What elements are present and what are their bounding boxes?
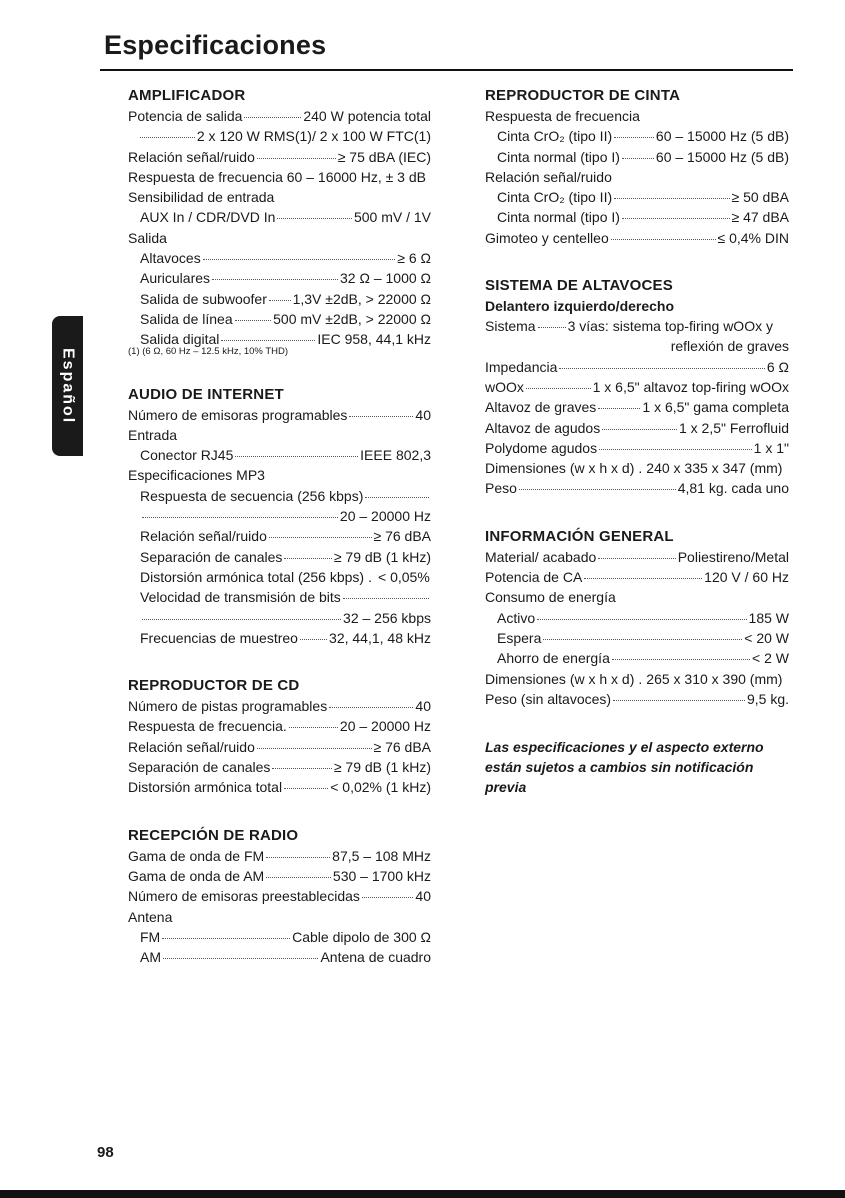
spec-row	[485, 397, 789, 417]
spec-value: 240 x 335 x 347 (mm)	[646, 460, 783, 477]
spec-value: 185 W	[748, 609, 789, 626]
spec-label: Salida	[128, 229, 167, 246]
spec-value: ≤ 0,4% DIN	[717, 229, 789, 246]
leader-dots	[613, 700, 745, 701]
spec-row	[485, 478, 789, 498]
leader-dots	[598, 408, 640, 409]
leader-dots	[266, 877, 331, 878]
leader-dots	[602, 429, 677, 430]
spec-label: Conector RJ45	[140, 447, 234, 464]
spec-label: Auriculares	[140, 270, 211, 287]
spec-row	[485, 147, 789, 167]
spec-row	[485, 418, 789, 438]
spec-row	[485, 126, 789, 146]
leader-dots	[163, 958, 318, 959]
leader-dots	[349, 416, 413, 417]
spec-row	[128, 445, 431, 465]
spec-row	[128, 608, 431, 628]
spec-row	[128, 886, 431, 906]
speaker-heading: SISTEMA DE ALTAVOCES	[485, 277, 673, 295]
spec-row	[485, 547, 789, 567]
spec-row	[128, 289, 431, 309]
spec-label: Respuesta de secuencia (256 kbps)	[140, 487, 364, 504]
spec-row	[128, 207, 431, 227]
spec-label: Altavoz de agudos	[485, 419, 601, 436]
spec-row	[485, 377, 789, 397]
leader-dots	[612, 659, 750, 660]
separator: .	[638, 670, 643, 687]
radio-section	[128, 826, 431, 968]
leader-dots	[257, 748, 372, 749]
spec-row	[485, 357, 789, 377]
spec-row	[485, 187, 789, 207]
spec-label: Cinta CrO₂ (tipo II)	[497, 189, 613, 206]
spec-row	[128, 866, 431, 886]
spec-label: Activo	[497, 609, 536, 626]
leader-dots	[343, 598, 429, 599]
spec-row	[128, 486, 431, 506]
spec-label: wOOx	[485, 378, 524, 395]
spec-value: 1 x 1"	[753, 439, 789, 456]
tape-section	[485, 86, 789, 248]
spec-value: ≥ 50 dBA	[731, 189, 789, 206]
leader-dots	[329, 707, 413, 708]
spec-label: Espera	[497, 629, 542, 646]
spec-value: ≥ 6 Ω	[397, 250, 431, 267]
general-section	[485, 527, 789, 709]
radio-heading: RECEPCIÓN DE RADIO	[128, 826, 299, 844]
spec-row	[128, 405, 431, 425]
spec-row	[128, 567, 431, 587]
spec-row	[128, 777, 431, 797]
leader-dots	[272, 768, 331, 769]
spec-row	[485, 689, 789, 709]
spec-row	[485, 628, 789, 648]
leader-dots	[611, 239, 716, 240]
spec-label: Polydome agudos	[485, 439, 598, 456]
leader-dots	[584, 578, 702, 579]
cd-player-heading: REPRODUCTOR DE CD	[128, 677, 300, 695]
spec-row	[128, 628, 431, 648]
spec-row	[485, 458, 789, 478]
spec-value: ≥ 76 dBA	[373, 738, 431, 755]
spec-label: Gimoteo y centelleo	[485, 229, 609, 246]
spec-value: ≥ 75 dBA (IEC)	[337, 148, 431, 165]
footnote: (1) (6 Ω, 60 Hz – 12.5 kHz, 10% THD)	[128, 345, 289, 357]
spec-value: 500 mV ±2dB, > 22000 Ω	[273, 310, 431, 327]
leader-dots	[284, 558, 331, 559]
general-heading: INFORMACIÓN GENERAL	[485, 527, 674, 545]
leader-dots	[140, 137, 195, 138]
page-title: Especificaciones	[104, 30, 327, 60]
spec-row	[485, 608, 789, 628]
spec-row	[128, 248, 431, 268]
spec-row	[128, 716, 431, 736]
spec-label: Altavoces	[140, 250, 201, 267]
leader-dots	[543, 639, 742, 640]
spec-value: ≥ 76 dBA	[373, 528, 431, 545]
spec-value: < 0,02% (1 kHz)	[330, 779, 431, 796]
spec-line: Respuesta de frecuencia 60 – 16000 Hz, ± 3 dB	[128, 168, 426, 185]
spec-label: Sistema	[485, 318, 536, 335]
left-column	[128, 86, 431, 995]
spec-label: Salida de subwoofer	[140, 290, 267, 307]
leader-dots	[162, 938, 290, 939]
leader-dots	[362, 897, 414, 898]
spec-value: IEC 958, 44,1 kHz	[317, 331, 431, 348]
spec-value: 9,5 kg.	[746, 690, 789, 707]
spec-row	[128, 947, 431, 967]
internet-audio-heading: AUDIO DE INTERNET	[128, 385, 284, 403]
leader-dots	[269, 537, 372, 538]
leader-dots	[559, 368, 764, 369]
spec-label: Peso	[485, 480, 517, 497]
spec-value: < 2 W	[752, 650, 789, 667]
leader-dots	[598, 558, 675, 559]
leader-dots	[622, 158, 654, 159]
spec-value: 20 – 20000 Hz	[339, 718, 431, 735]
spec-row	[485, 669, 789, 689]
spec-value: 32 – 256 kbps	[343, 609, 431, 626]
spec-label: AM	[140, 949, 161, 966]
leader-dots	[235, 320, 271, 321]
spec-label: Material/ acabado	[485, 548, 597, 565]
spec-row	[128, 506, 431, 526]
spec-row	[128, 737, 431, 757]
spec-value: 87,5 – 108 MHz	[332, 847, 431, 864]
spec-label: Entrada	[128, 426, 178, 443]
spec-label: Relación señal/ruido	[128, 738, 255, 755]
spec-label: Cinta normal (tipo I)	[497, 209, 620, 226]
leader-dots	[538, 327, 566, 328]
leader-dots	[365, 497, 429, 498]
spec-row	[128, 927, 431, 947]
spec-label: Sensibilidad de entrada	[128, 189, 275, 206]
spec-value: 40	[415, 698, 431, 715]
spec-label: Dimensiones (w x h x d)	[485, 460, 635, 477]
leader-dots	[614, 137, 654, 138]
leader-dots	[614, 198, 729, 199]
spec-label: Potencia de CA	[485, 569, 583, 586]
spec-label: Relación señal/ruido	[485, 168, 612, 185]
spec-label: Potencia de salida	[128, 108, 243, 124]
leader-dots	[519, 489, 676, 490]
spec-label: Salida de línea	[140, 310, 233, 327]
spec-label: Altavoz de graves	[485, 399, 597, 416]
spec-label: Separación de canales	[128, 759, 271, 776]
spec-label: Número de emisoras preestablecidas	[128, 888, 360, 905]
spec-value: 265 x 310 x 390 (mm)	[646, 670, 783, 687]
spec-label: Distorsión armónica total (256 kbps)	[140, 568, 365, 585]
spec-row	[128, 126, 431, 146]
leader-dots	[266, 857, 330, 858]
spec-value: 20 – 20000 Hz	[339, 508, 431, 525]
spec-row	[485, 438, 789, 458]
amplifier-section	[128, 86, 431, 357]
change-notice: Las especificaciones y el aspecto externo están sujetos a cambios sin notificación previa	[485, 739, 764, 796]
spec-row	[128, 147, 431, 167]
leader-dots	[142, 517, 338, 518]
spec-value: 60 – 15000 Hz (5 dB)	[655, 128, 789, 145]
spec-value: 32, 44,1, 48 kHz	[329, 629, 431, 646]
spec-label: Número de pistas programables	[128, 698, 328, 715]
spec-value: ≥ 47 dBA	[731, 209, 789, 226]
leader-dots	[257, 158, 336, 159]
leader-dots	[269, 300, 291, 301]
leader-dots	[244, 117, 301, 118]
spec-label: FM	[140, 928, 161, 945]
spec-value: 4,81 kg. cada uno	[677, 480, 789, 497]
spec-label: Distorsión armónica total	[128, 779, 283, 796]
leader-dots	[526, 388, 591, 389]
spec-value: < 0,05%	[378, 568, 430, 585]
internet-audio-section	[128, 385, 431, 649]
spec-row	[128, 757, 431, 777]
spec-value: 1 x 2,5" Ferrofluid	[678, 419, 789, 436]
spec-value: 240 W potencia total	[303, 108, 431, 124]
spec-value: 40	[415, 888, 431, 905]
spec-label: Gama de onda de AM	[128, 867, 265, 884]
separator: .	[638, 460, 643, 477]
spec-label: Gama de onda de FM	[128, 847, 265, 864]
leader-dots	[622, 218, 730, 219]
leader-dots	[599, 449, 752, 450]
cd-player-section	[128, 676, 431, 797]
leader-dots	[537, 619, 746, 620]
spec-value: 500 mV / 1V	[353, 209, 431, 226]
spec-value: Cable dipolo de 300 Ω	[292, 928, 431, 945]
language-tab-label: Español	[59, 347, 77, 425]
spec-row	[128, 846, 431, 866]
amplifier-heading: AMPLIFICADOR	[128, 87, 246, 104]
spec-row	[485, 648, 789, 668]
spec-value: 1 x 6,5" altavoz top-firing wOOx	[592, 378, 789, 395]
spec-value: 32 Ω – 1000 Ω	[340, 270, 431, 287]
right-column	[485, 86, 789, 797]
spec-row	[128, 587, 431, 607]
spec-label: Relación señal/ruido	[128, 148, 255, 165]
leader-dots	[212, 279, 338, 280]
spec-label: Relación señal/ruido	[140, 528, 267, 545]
spec-row	[485, 567, 789, 587]
spec-row	[485, 316, 789, 336]
spec-value: 530 – 1700 kHz	[332, 867, 431, 884]
spec-label: Salida digital	[140, 331, 220, 348]
spec-label: Separación de canales	[140, 548, 283, 565]
spec-label: Impedancia	[485, 358, 558, 375]
spec-label: Peso (sin altavoces)	[485, 690, 612, 707]
spec-label: Respuesta de frecuencia.	[128, 718, 287, 735]
spec-row	[128, 268, 431, 288]
spec-label: Dimensiones (w x h x d)	[485, 670, 635, 687]
leader-dots	[277, 218, 352, 219]
spec-value: 120 V / 60 Hz	[704, 569, 789, 586]
spec-value: 3 vías: sistema top-firing wOOx y	[567, 318, 773, 335]
leader-dots	[235, 456, 358, 457]
spec-label: AUX In / CDR/DVD In	[140, 209, 276, 226]
leader-dots	[284, 788, 328, 789]
spec-label: Cinta normal (tipo I)	[497, 148, 620, 165]
spec-value: Poliestireno/Metal	[677, 548, 789, 565]
bottom-rule	[0, 1190, 845, 1198]
spec-label: Consumo de energía	[485, 589, 616, 606]
speaker-subheading: Delantero izquierdo/derecho	[485, 298, 675, 315]
spec-value: reflexión de graves	[670, 338, 789, 355]
spec-label: Antena	[128, 908, 173, 925]
speaker-section	[485, 276, 789, 499]
spec-value: ≥ 79 dB (1 kHz)	[333, 548, 431, 565]
spec-row	[128, 106, 431, 126]
page-number: 98	[97, 1144, 114, 1161]
spec-value: Antena de cuadro	[320, 949, 431, 966]
spec-row	[485, 207, 789, 227]
title-divider	[100, 69, 793, 71]
leader-dots	[142, 619, 341, 620]
spec-label: Velocidad de transmisión de bits	[140, 589, 341, 606]
leader-dots	[221, 340, 315, 341]
spec-value: 2 x 120 W RMS(1)/ 2 x 100 W FTC(1)	[196, 128, 431, 145]
spec-value: ≥ 79 dB (1 kHz)	[333, 759, 431, 776]
spec-value: < 20 W	[744, 629, 789, 646]
spec-value: 40	[415, 406, 431, 423]
spec-value: IEEE 802,3	[360, 447, 431, 464]
spec-row	[128, 526, 431, 546]
spec-label: Especificaciones MP3	[128, 467, 265, 484]
spec-value: 1,3V ±2dB, > 22000 Ω	[292, 290, 431, 307]
spec-value: 60 – 15000 Hz (5 dB)	[655, 148, 789, 165]
spec-label: Cinta CrO₂ (tipo II)	[497, 128, 613, 145]
spec-row	[128, 696, 431, 716]
spec-label: Frecuencias de muestreo	[140, 629, 298, 646]
spec-value: 6 Ω	[766, 358, 789, 375]
tape-heading: REPRODUCTOR DE CINTA	[485, 87, 681, 104]
spec-row	[128, 547, 431, 567]
spec-row	[485, 228, 789, 248]
spec-row	[128, 309, 431, 329]
spec-value: 1 x 6,5" gama completa	[642, 399, 789, 416]
separator: .	[368, 568, 372, 585]
leader-dots	[289, 727, 338, 728]
spec-label: Ahorro de energía	[497, 650, 610, 667]
leader-dots	[203, 259, 396, 260]
leader-dots	[300, 639, 327, 640]
spec-label: Respuesta de frecuencia	[485, 108, 640, 124]
spec-label: Número de emisoras programables	[128, 406, 348, 423]
language-tab	[52, 316, 83, 456]
